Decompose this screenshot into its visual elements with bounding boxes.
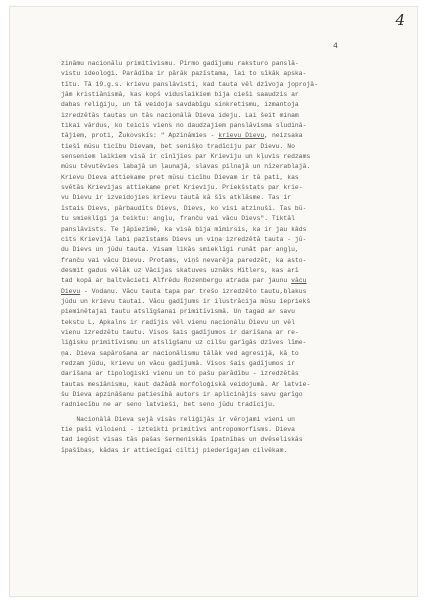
text-line: tie paši viloieni - izteikti primitīvs antropomorfisms. Dieva [61, 426, 295, 434]
underlined-phrase: vācu [291, 277, 307, 285]
text-line: vu Dievu ir izveidojies krievu tautā kā šīs atklāsme. Tas ir [61, 194, 292, 202]
text-line: svētās Krievijas attiekame pret Krieviju. Priekšstats par krie- [61, 184, 303, 192]
text-line: Krievu Dieva attiekame pret mūsu ticību Dievam ir tā pati, kas [61, 173, 299, 181]
text-line: pieminētajai tautu atslīgšanai primitīvismā. Un tagad ar savu [61, 308, 295, 316]
text-line: izredzētās tautas un tās nacionālā Dieva ideju. Lai šeit minam [61, 111, 299, 119]
text-line: liģisku primitīvismu un atslīgšanu uz cilšu garīgās dzīves līme- [61, 339, 307, 347]
text-line: jām kristiānismā, kas kopš viduslaikiem bija cieši saaudzis ar [61, 91, 299, 99]
underlined-phrase: krievu Dievu [218, 132, 265, 140]
text-line: vistu ideoloģi. Parādība ir pārāk pazīstama, lai to sīkāk apska- [61, 70, 307, 78]
handwritten-folio-number: 4 [395, 11, 405, 29]
text-line: senseniem laikiem visā ir cīnījies par Krieviju un kļuvis redzams [61, 153, 311, 161]
text-line: Dievu - Vodanu. Vācu tauta tapa par trešo izredzēto tautu,blakus [61, 287, 307, 295]
text-line: tautas mesiānismu, kaut dažādā morfoloģiskā veidojumā. Ar latvie- [61, 380, 311, 388]
text-line: šu Dieva apzināšanu patiesībā autors ir aplicinājis savu garīgo [61, 391, 303, 398]
text-line: tiešī mūsu ticību Dievam, bet senišķo tradīciju par Dievu. No [61, 142, 295, 150]
text-line: īpašības, kādas ir attiecīgai ciltij piederīgajam cilvēkam. [61, 446, 288, 454]
text-line: tājiem, proti, Žukovskis: " Apzināmies - krievu Dievu, neizsaka [61, 132, 303, 140]
text-line: tu smieklīgi ja teiktu: angļu, franču vai vācu Dievs". Tiktāl [61, 215, 295, 223]
text-line: mūsu tēvutēvies labajā un ļaunajā, slavas pilnajā un nīzerablajā. [61, 163, 311, 171]
text-line: redzam jūdu, krievu un vācu gadījumā. Visos šais gadījumos ir [61, 359, 295, 367]
text-line: īstais Dievs, pārbaudīts Dievs, Dievs, ko visi atzinuši. Tas bū- [61, 204, 307, 212]
text-line: tekstu L. Apkalns ir radījis vēl vienu nacionālu Dievu un vēl [61, 318, 295, 326]
text-line: dabas reliģiju, un tā veidoja savdabīgu sinkretismu, izmantoja [61, 101, 299, 109]
text-line: tītu. Tā 19.g.s. krievu panslāvisti, kad tauta vēl dzīvoja joprojā- [61, 80, 318, 88]
page-number: 4 [333, 42, 338, 51]
text-line: radniecību ne ar seno latvieši, bet seno jūdu tradīciju. [61, 401, 276, 409]
text-line: cits Krievijā labi pazīstams Dievs un viņa izredzētā tauta - jū- [61, 235, 307, 243]
text-line: Nacionālā Dieva sejā visās reliģijās ir vērojami vieni un [61, 415, 295, 423]
text-line: ņa. Dieva sapārošana ar nacionālismu tālāk ved agresijā, kā to [61, 349, 299, 357]
text-line: jūdu un krievu tautai. Vācu gadījums ir ilustrācija mūsu iepriekš [61, 297, 311, 305]
text-line: du Dievs un jūdu tauta. Visam likās smieklīgi runāt par angļu, [61, 246, 299, 254]
text-line: tad iegūst visas tās pašas šermeniskās īpatnības un dvēseliskās [61, 436, 303, 444]
text-line: darīšana ar tipoloģiski vienu un to pašu parādību - izredzētās [61, 370, 299, 378]
text-line: zināmu nacionālu primitīvismu. Pirmo gadījumu raksturo panslā- [61, 60, 299, 67]
text-line: franču vai vācu Dievu. Protams, viņš nevarēja paredzēt, ka asto- [61, 256, 307, 264]
underlined-phrase: Dievu [61, 287, 81, 295]
paragraph-2 [61, 415, 401, 456]
text-line: tad kopā ar baltvācieti Alfrēdu Rozenbergu atrada par jaunu vācu [61, 277, 307, 285]
body-text [61, 59, 401, 456]
text-line: panslāvists. Te jāpiezīmē, ka visā bija mīmirsis, ka ir jau kāds [61, 225, 307, 233]
document-page [9, 6, 418, 597]
text-line: vienu izredzētu tautu. Visos šais gadījumos ir darīšana ar re- [61, 328, 299, 336]
text-line: tikai vārdus, ko teicis viens no daudzajiem panslāvisma sludinā- [61, 122, 307, 130]
paragraph-1 [61, 59, 401, 411]
text-line: desmit gadus vēlāk uz Vācijas skatuves uznāks Hitlers, kas arī [61, 266, 299, 274]
